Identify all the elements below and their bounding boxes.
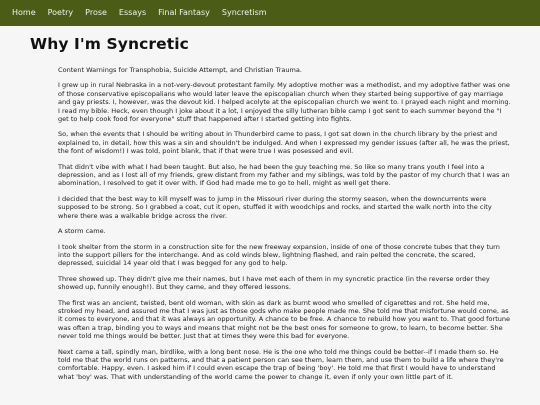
top-navbar	[0, 0, 540, 26]
nav-final-fantasy-link[interactable]: Final Fantasy	[158, 8, 210, 17]
essay-paragraph: That didn't vibe with what I had been taught. But also, he had been the guy teaching me. So like so many trans youth I feel into a depression, and as I lost all of my friends, grew distant from my father and my siblings, was told by the pastor of my church that I was an abomination, I resolved to get it over with. If God had made me to go to hell, might as well get there.	[58, 162, 510, 188]
nav-prose-link[interactable]: Prose	[85, 8, 107, 17]
page-title: Why I'm Syncretic	[30, 35, 189, 53]
essay-paragraph: A storm came.	[58, 227, 106, 236]
nav-home-link[interactable]: Home	[12, 8, 36, 17]
essay-paragraph: I grew up in rural Nebraska in a not-very-devout protestant family. My adoptive mother was a methodist, and my adoptive father was one of those conservative episcopalians who would later leave the episcopalian church when they started being supportive of gay marriage and gay priests. I, however, was the devout kid. I helped acolyte at the episcopalian church we went to. I prayed each night and morning. I read my bible. Heck, even though I joke about it a lot, I enjoyed the silly lutheran bible camp I got sent to each summer beyond the "I get to help cook food for everyone" stuff that happened after I started getting into fights.	[58, 81, 511, 124]
nav-poetry-link[interactable]: Poetry	[47, 8, 74, 17]
essay-paragraph: I took shelter from the storm in a construction site for the new freeway expansion, inside of one of those concrete tubes that they turn into the support pillers for the interchange. And as cold winds blew, lightning flashed, and rain pelted the concrete, the scared, depressed, suicidal 14 year old that I was begged for any god to help.	[58, 242, 500, 268]
content-warning-paragraph: Content Warnings for Transphobia, Suicide Attempt, and Christian Trauma.	[58, 66, 302, 74]
nav-syncretism-link[interactable]: Syncretism	[221, 8, 267, 17]
essay-paragraph: Three showed up. They didn't give me their names, but I have met each of them in my syncretic practice (in the reverse order they showed up, funnily enough!). But they came, and they offered lessons.	[58, 274, 490, 292]
essay-paragraph: Next came a tall, spindly man, birdlike, with a long bent nose. He is the one who told me things could be better--if I made them so. He told me that the world runs on patterns, and that a patient person can see them, learn them, and use them to build a life where they're comfortable. Happy, even. I asked him if I could even escape the trap of being 'boy'. He told me that first I would have to understand what 'boy' was. That with understanding of the world came the power to change it, even if only your own little part of it.	[58, 347, 504, 381]
essay-paragraph: So, when the events that I should be writing about in Thunderbird came to pass, I got sat down in the church library by the priest and explained to, in detail, how this was a sin and shouldn't be indulged. And when I expressed my gender issues (after all, he was the priest, the font of wisdom!) I was told, point blank, that if that were true I was posessed and evil.	[58, 130, 510, 156]
essay-body	[58, 66, 513, 388]
nav-essays-link[interactable]: Essays	[118, 8, 147, 17]
essay-paragraph: I decided that the best way to kill myself was to jump in the Missouri river during the stormy season, when the downcurrents were supposed to be strong. So I grabbed a coat, cut it open, stuffed it with woodchips and rocks, and started the walk north into the city where there was a walkable bridge across the river.	[58, 194, 492, 220]
essay-paragraph: The first was an ancient, twisted, bent old woman, with skin as dark as burnt wood who smelled of cigarettes and rot. She held me, stroked my head, and assured me that I was just as those gods who make people made me. She told me that misfortune would come, as it comes to everyone, and that it was always an opportunity. A chance to be free. A chance to rebuild how you want to. That good fortune was often a trap, binding you to ways and means that might not be the best ones for someone to grow, to learn, to become better. She never told me things would be better. Just that at times they were this bad for everyone.	[58, 298, 511, 341]
